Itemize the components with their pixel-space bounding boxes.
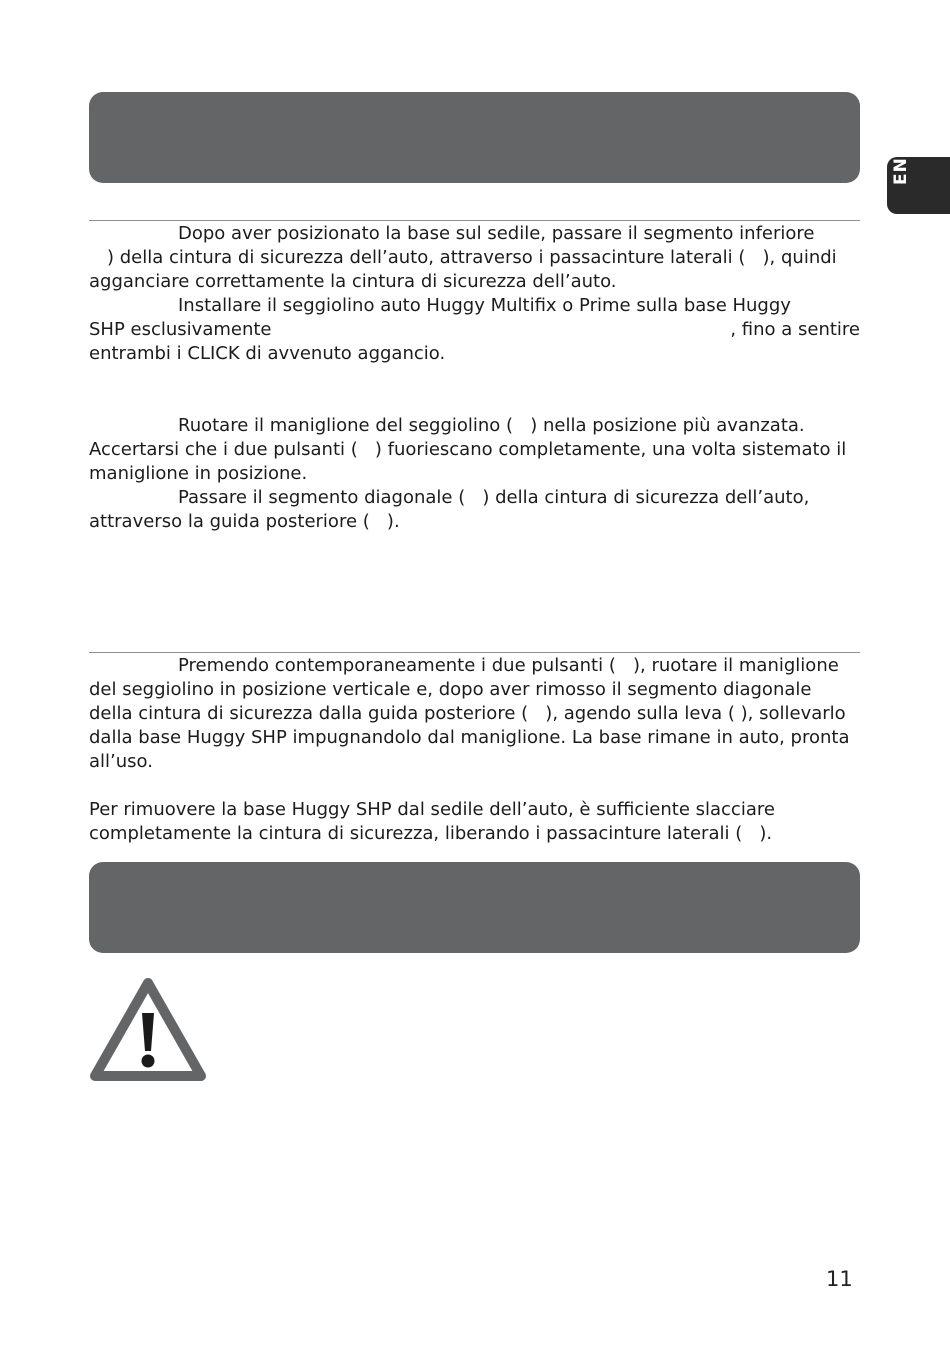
paragraph: del seggiolino in posizione verticale e, dopo aver rimosso il segmento diagonale xyxy=(89,679,812,700)
paragraph: dalla base Huggy SHP impugnandolo dal maniglione. La base rimane in auto, pronta xyxy=(89,727,850,748)
paragraph: completamente la cintura di sicurezza, liberando i passacinture laterali ( ). xyxy=(89,823,773,844)
paragraph: Premendo contemporaneamente i due pulsanti ( ), ruotare il maniglione xyxy=(178,655,839,676)
section-header-banner xyxy=(89,862,860,953)
paragraph: maniglione in posizione. xyxy=(89,463,308,484)
paragraph: entrambi i CLICK di avvenuto aggancio. xyxy=(89,343,446,364)
section-header-banner xyxy=(89,92,860,183)
language-tab-label: EN xyxy=(891,157,911,185)
paragraph: ) della cintura di sicurezza dell’auto, attraverso i passacinture laterali ( ), quindi xyxy=(107,247,837,268)
section-divider xyxy=(89,220,860,221)
paragraph: attraverso la guida posteriore ( ). xyxy=(89,511,400,532)
paragraph: Installare il seggiolino auto Huggy Multifix o Prime sulla base Huggy xyxy=(178,295,791,316)
warning-triangle-icon xyxy=(89,977,207,1083)
paragraph: all’uso. xyxy=(89,751,153,772)
paragraph: SHP esclusivamente , fino a sentire xyxy=(89,319,860,340)
section-divider xyxy=(89,652,860,653)
paragraph: della cintura di sicurezza dalla guida posteriore ( ), agendo sulla leva ( ), sollevarlo xyxy=(89,703,846,724)
language-tab[interactable] xyxy=(887,157,950,214)
handle-text-block xyxy=(89,414,860,534)
paragraph: Per rimuovere la base Huggy SHP dal sedile dell’auto, è sufficiente slacciare xyxy=(89,799,775,820)
paragraph: agganciare correttamente la cintura di sicurezza dell’auto. xyxy=(89,271,617,292)
paragraph: Dopo aver posizionato la base sul sedile, passare il segmento inferiore xyxy=(178,223,815,244)
paragraph: Ruotare il maniglione del seggiolino ( ) nella posizione più avanzata. xyxy=(178,415,805,436)
page-number: 11 xyxy=(826,1267,853,1291)
removal-text-block xyxy=(89,654,860,846)
installation-text-block xyxy=(89,222,860,366)
paragraph: Accertarsi che i due pulsanti ( ) fuoriescano completamente, una volta sistemato il xyxy=(89,439,847,460)
paragraph: Passare il segmento diagonale ( ) della cintura di sicurezza dell’auto, xyxy=(178,487,810,508)
